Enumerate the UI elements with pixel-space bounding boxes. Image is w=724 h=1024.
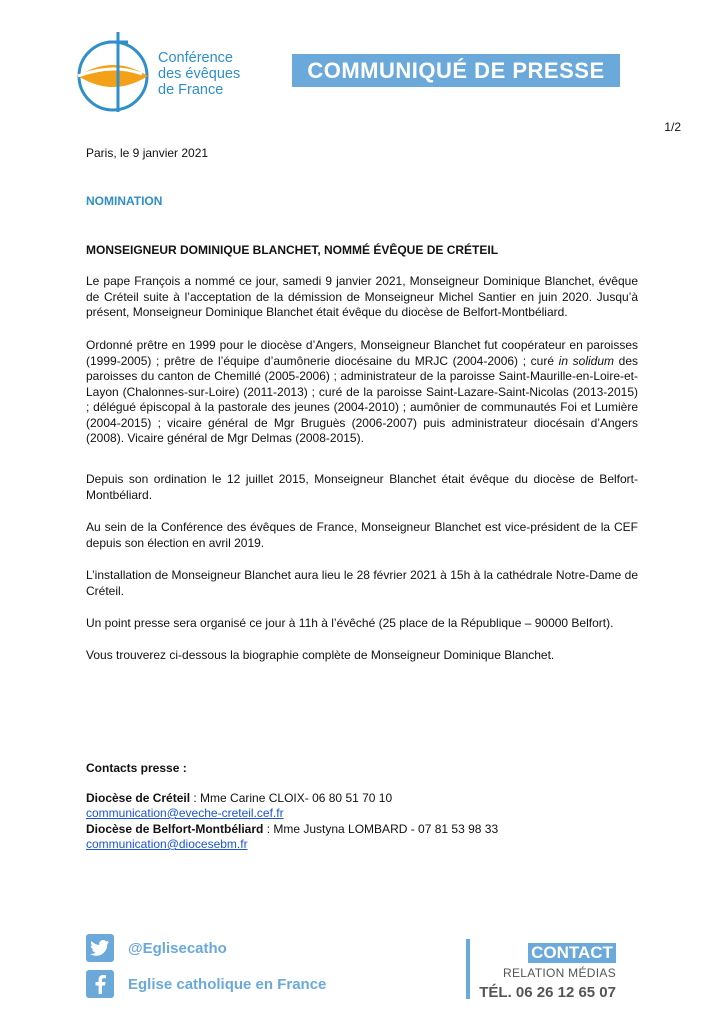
headline: MONSEIGNEUR DOMINIQUE BLANCHET, NOMMÉ ÉVÊQUE DE CRÉTEIL [86,243,499,257]
paragraph-4: Au sein de la Conférence des évêques de France, Monseigneur Blanchet est vice-président de la CEF depuis son élection en avril 2019. [86,520,638,550]
org-line-1: Conférence [158,50,233,66]
contact-creteil-email-link[interactable]: communication@eveche-creteil.cef.fr [86,806,284,820]
paragraph-3: Depuis son ordination le 12 juillet 2015, Monseigneur Blanchet était évêque du diocèse de Belfort-Montbéliard. [86,472,638,502]
contact-creteil-label: Diocèse de Créteil [86,790,191,805]
contact-belfort [86,822,498,838]
contact-creteil [86,791,498,807]
cef-logo-icon [72,30,154,114]
facebook-icon [86,970,114,998]
contacts-title: Contacts presse : [86,761,187,775]
contact-label: CONTACT [528,943,616,963]
facebook-page-name: Eglise catholique en France [128,975,327,993]
phone-number: TÉL. 06 26 12 65 07 [479,984,616,1001]
paragraph-1: Le pape François a nommé ce jour, samedi 9 janvier 2021, Monseigneur Dominique Blanchet, évêque de Créteil suite à l’acceptation de la démission de Monseigneur Michel Santier en juin 2020. Jusqu’à présent, Monseigneur Dominique Blanchet était évêque du diocèse de Belfort-Montbéliard. [86,274,638,319]
twitter-row[interactable] [86,934,227,962]
org-name [158,50,240,98]
date-line: Paris, le 9 janvier 2021 [86,146,209,160]
contact-belfort-info: : Mme Justyna LOMBARD - 07 81 53 98 33 [263,821,499,836]
paragraph-2-part-1: Ordonné prêtre en 1999 pour le diocèse d’Angers, Monseigneur Blanchet fut coopérateur en paroisses (1999-2005) ; prêtre de l’équipe d’aumônerie diocésaine du MRJC (2004-2006) ; curé [86,338,638,368]
facebook-row[interactable] [86,970,326,998]
section-title: NOMINATION [86,194,163,208]
press-release-banner: COMMUNIQUÉ DE PRESSE [292,54,620,87]
paragraph-2 [86,338,638,447]
paragraph-7: Vous trouverez ci-dessous la biographie complète de Monseigneur Dominique Blanchet. [86,648,555,662]
paragraph-5: L’installation de Monseigneur Blanchet aura lieu le 28 février 2021 à 15h à la cathédrale Notre-Dame de Créteil. [86,568,638,598]
contact-belfort-label: Diocèse de Belfort-Montbéliard [86,821,264,836]
page-number: 1/2 [664,120,681,134]
twitter-icon [86,934,114,962]
contact-belfort-email-link[interactable]: communication@diocesebm.fr [86,837,248,851]
paragraph-6: Un point presse sera organisé ce jour à 11h à l’évêché (25 place de la République – 90000 Belfort). [86,616,614,630]
org-line-3: de France [158,82,224,98]
contact-creteil-info: : Mme Carine CLOIX- 06 80 51 70 10 [190,790,393,805]
twitter-handle: @Eglisecatho [128,939,227,957]
paragraph-2-italic: in solidum [558,353,614,368]
org-line-2: des évêques [158,66,241,82]
media-relations-label: RELATION MÉDIAS [503,966,616,980]
press-contacts [86,761,498,853]
paragraph-2-part-2: des paroisses du canton de Chemillé (2005-2006) ; administrateur de la paroisse Saint-Maurille-en-Loire-et-Layon (Chalonnes-sur-Loire) (2011-2013) ; curé de la paroisse Saint-Lazare-Saint-Nicolas (2013-2015) ; délégué épiscopal à la pastorale des jeunes (2004-2010) ; aumônier de communautés Foi et Lumière (2004-2015) ; vicaire général de Mgr Bruguès (2006-2007) puis administrateur diocésain d’Angers (2008). Vicaire général de Mgr Delmas (2008-2015). [86,353,638,445]
